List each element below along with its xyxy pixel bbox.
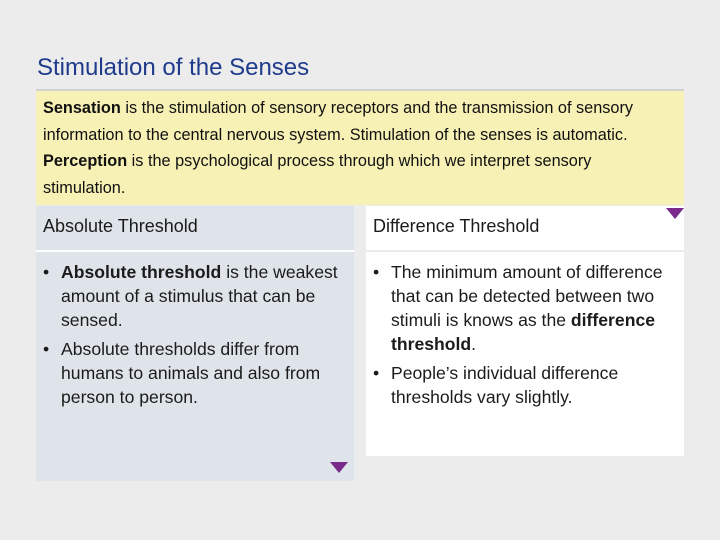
- bullet-glyph: •: [43, 339, 50, 359]
- list-item: [43, 260, 350, 332]
- list-item: [373, 361, 680, 409]
- intro-box: [36, 91, 684, 205]
- absolute-threshold-heading: Absolute Threshold: [43, 216, 198, 236]
- bullet-text: People’s individual difference thresholds vary slightly.: [391, 363, 619, 407]
- term-absolute-threshold: Absolute threshold: [61, 262, 222, 282]
- triangle-down-marker-icon: [666, 208, 684, 219]
- bullet-text: The minimum amount of difference that can be detected between two stimuli is knows as the: [391, 262, 663, 330]
- bullet-text: is the weakest amount of a stimulus that can be sensed.: [61, 262, 338, 330]
- bullet-text: Absolute thresholds differ from humans to animals and also from person to person.: [61, 339, 321, 407]
- difference-threshold-heading: Difference Threshold: [373, 216, 540, 236]
- bullet-glyph: •: [43, 262, 50, 282]
- list-item: [43, 337, 350, 409]
- absolute-threshold-list: [43, 260, 350, 414]
- triangle-down-marker-icon: [330, 462, 348, 473]
- term-perception: Perception: [43, 152, 128, 170]
- difference-threshold-panel: [366, 206, 684, 456]
- difference-threshold-list: [373, 260, 680, 414]
- term-sensation: Sensation: [43, 99, 121, 117]
- absolute-threshold-panel: [36, 206, 354, 481]
- slide-title: Stimulation of the Senses: [37, 54, 310, 81]
- bullet-glyph: •: [373, 363, 380, 383]
- intro-text-2: is the psychological process through which we interpret sensory stimulation.: [43, 152, 592, 197]
- term-difference-threshold: difference threshold: [391, 310, 656, 354]
- intro-text-1: is the stimulation of sensory receptors and the transmission of sensory information to the central nervous system. Stimulation of the senses is automatic.: [43, 99, 634, 144]
- panel-divider: [36, 250, 354, 252]
- bullet-text-end: .: [471, 334, 477, 354]
- bullet-glyph: •: [373, 262, 380, 282]
- list-item: [373, 260, 680, 356]
- panel-divider: [366, 250, 684, 252]
